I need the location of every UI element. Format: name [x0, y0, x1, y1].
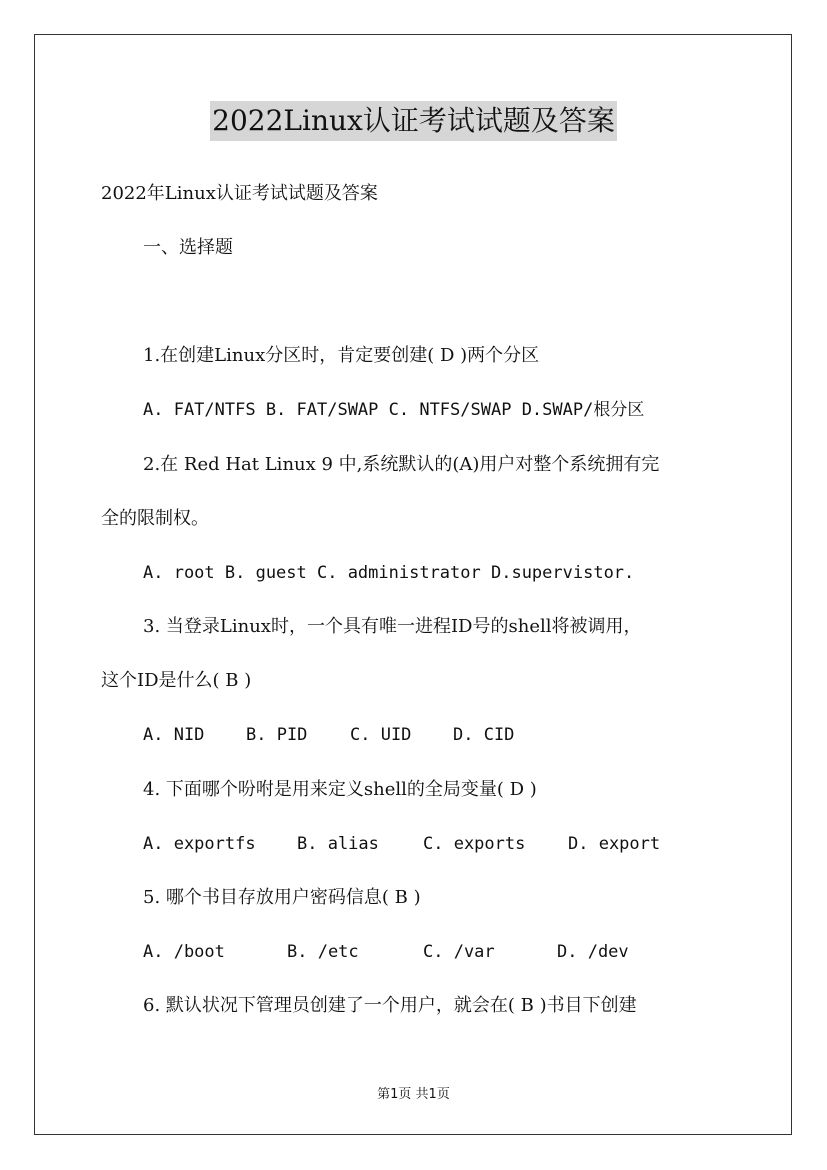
option-b: B. /etc — [287, 942, 359, 962]
option-c: C. UID — [350, 725, 412, 745]
page-footer: 第1页 共1页 — [377, 1087, 450, 1102]
option-a: A. /boot — [143, 942, 225, 962]
question-3-line-1: 3. 当登录Linux时，一个具有唯一进程ID号的shell将被调用， — [143, 616, 642, 637]
question-5: 5. 哪个书目存放用户密码信息( B ) — [143, 887, 421, 908]
document-title: 2022Linux认证考试试题及答案 — [210, 101, 617, 141]
option-d: D. CID — [453, 725, 515, 745]
option-d: D. /dev — [557, 942, 629, 962]
question-4: 4. 下面哪个吩咐是用来定义shell的全局变量( D ) — [143, 779, 537, 800]
question-2-options: A. root B. guest C. administrator D.supervistor. — [143, 563, 635, 583]
option-a: A. exportfs — [143, 834, 256, 854]
option-c: C. /var — [423, 942, 495, 962]
option-c: C. exports — [423, 834, 526, 854]
section-heading: 一、选择题 — [143, 237, 233, 258]
question-2-line-1: 2.在 Red Hat Linux 9 中,系统默认的(A)用户对整个系统拥有完 — [143, 454, 660, 475]
option-b: B. alias — [297, 834, 379, 854]
question-1: 1.在创建Linux分区时，肯定要创建( D )两个分区 — [143, 345, 540, 366]
question-3-line-2: 这个ID是什么( B ) — [101, 670, 252, 691]
question-1-options: A. FAT/NTFS B. FAT/SWAP C. NTFS/SWAP D.SWAP/根分区 — [143, 400, 645, 420]
title-container — [0, 101, 827, 141]
option-b: B. PID — [246, 725, 308, 745]
option-d: D. export — [568, 834, 661, 854]
option-a: A. NID — [143, 725, 205, 745]
question-6: 6. 默认状况下管理员创建了一个用户，就会在( B )书目下创建 — [143, 995, 637, 1016]
question-2-line-2: 全的限制权。 — [101, 508, 209, 529]
document-subtitle: 2022年Linux认证考试试题及答案 — [101, 183, 378, 204]
